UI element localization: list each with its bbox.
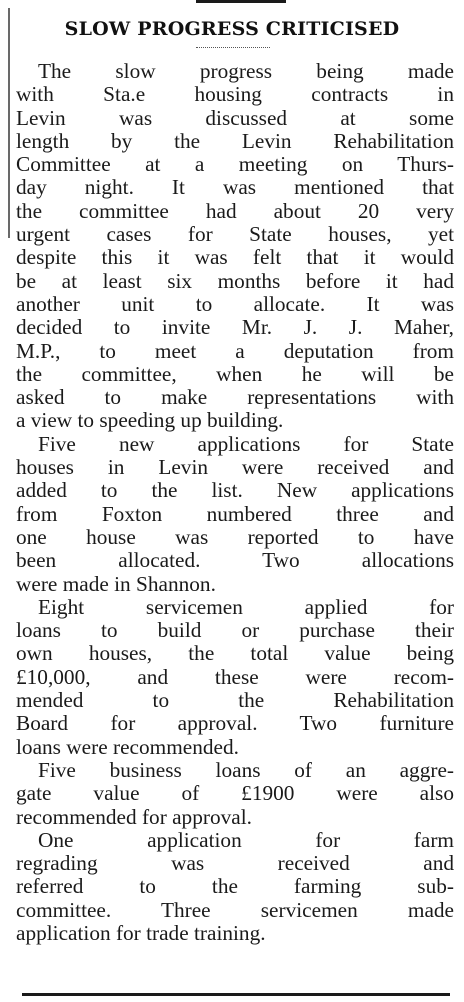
text-line: decided to invite Mr. J. J. Maher, <box>16 315 454 340</box>
text-line: length by the Levin Rehabilitation <box>16 128 454 153</box>
text-line: M.P., to meet a deputation from <box>16 338 454 363</box>
article-body <box>16 60 454 945</box>
text-line: added to the list. New applications <box>16 478 454 503</box>
bottom-rule <box>22 993 450 996</box>
text-line: regrading was received and <box>16 851 454 876</box>
text-line: the committee had about 20 very <box>16 198 454 223</box>
text-line: one house was reported to have <box>16 524 454 549</box>
text-line: houses in Levin were received and <box>16 455 454 480</box>
column-rule <box>8 8 10 238</box>
text-line: the committee, when he will be <box>16 361 454 386</box>
text-line: committee. Three servicemen made <box>16 897 454 922</box>
article-headline: SLOW PROGRESS CRITICISED <box>64 18 400 40</box>
text-line: gate value of £1900 were also <box>16 781 454 806</box>
text-line: loans to build or purchase their <box>16 618 454 643</box>
text-line: a view to speeding up building. <box>16 408 284 433</box>
text-line: mended to the Rehabilitation <box>16 688 454 713</box>
text-line: £10,000, and these were recom- <box>16 664 454 689</box>
article-paragraph <box>16 60 454 433</box>
text-line: with Sta.e housing contracts in <box>16 82 454 107</box>
text-line: urgent cases for State houses, yet <box>16 222 454 247</box>
text-line: Five new applications for State <box>38 431 454 456</box>
text-line: asked to make representations with <box>16 385 454 410</box>
text-line: despite this it was felt that it would <box>16 245 454 270</box>
text-line: loans were recommended. <box>16 734 239 759</box>
text-line: application for trade training. <box>16 920 266 945</box>
text-line: from Foxton numbered three and <box>16 501 454 526</box>
text-line: Committee at a meeting on Thurs- <box>16 152 454 177</box>
text-line: Board for approval. Two furniture <box>16 711 454 736</box>
article-paragraph <box>16 829 454 945</box>
text-line: day night. It was mentioned that <box>16 175 454 200</box>
text-line: Eight servicemen applied for <box>38 594 454 619</box>
text-line: own houses, the total value being <box>16 641 454 666</box>
article-paragraph <box>16 759 454 829</box>
text-line: recommended for approval. <box>16 804 252 829</box>
text-line: be at least six months before it had <box>16 268 454 293</box>
text-line: referred to the farming sub- <box>16 874 454 899</box>
text-line: another unit to allocate. It was <box>16 291 454 316</box>
top-rule <box>196 0 286 3</box>
article-paragraph <box>16 433 454 596</box>
text-line: One application for farm <box>38 827 454 852</box>
headline-rule <box>196 47 270 49</box>
text-line: been allocated. Two allocations <box>16 548 454 573</box>
text-line: The slow progress being made <box>38 59 454 83</box>
article-paragraph <box>16 596 454 759</box>
text-line: Levin was discussed at some <box>16 105 454 130</box>
text-line: were made in Shannon. <box>16 571 216 596</box>
text-line: Five business loans of an aggre- <box>38 757 454 782</box>
